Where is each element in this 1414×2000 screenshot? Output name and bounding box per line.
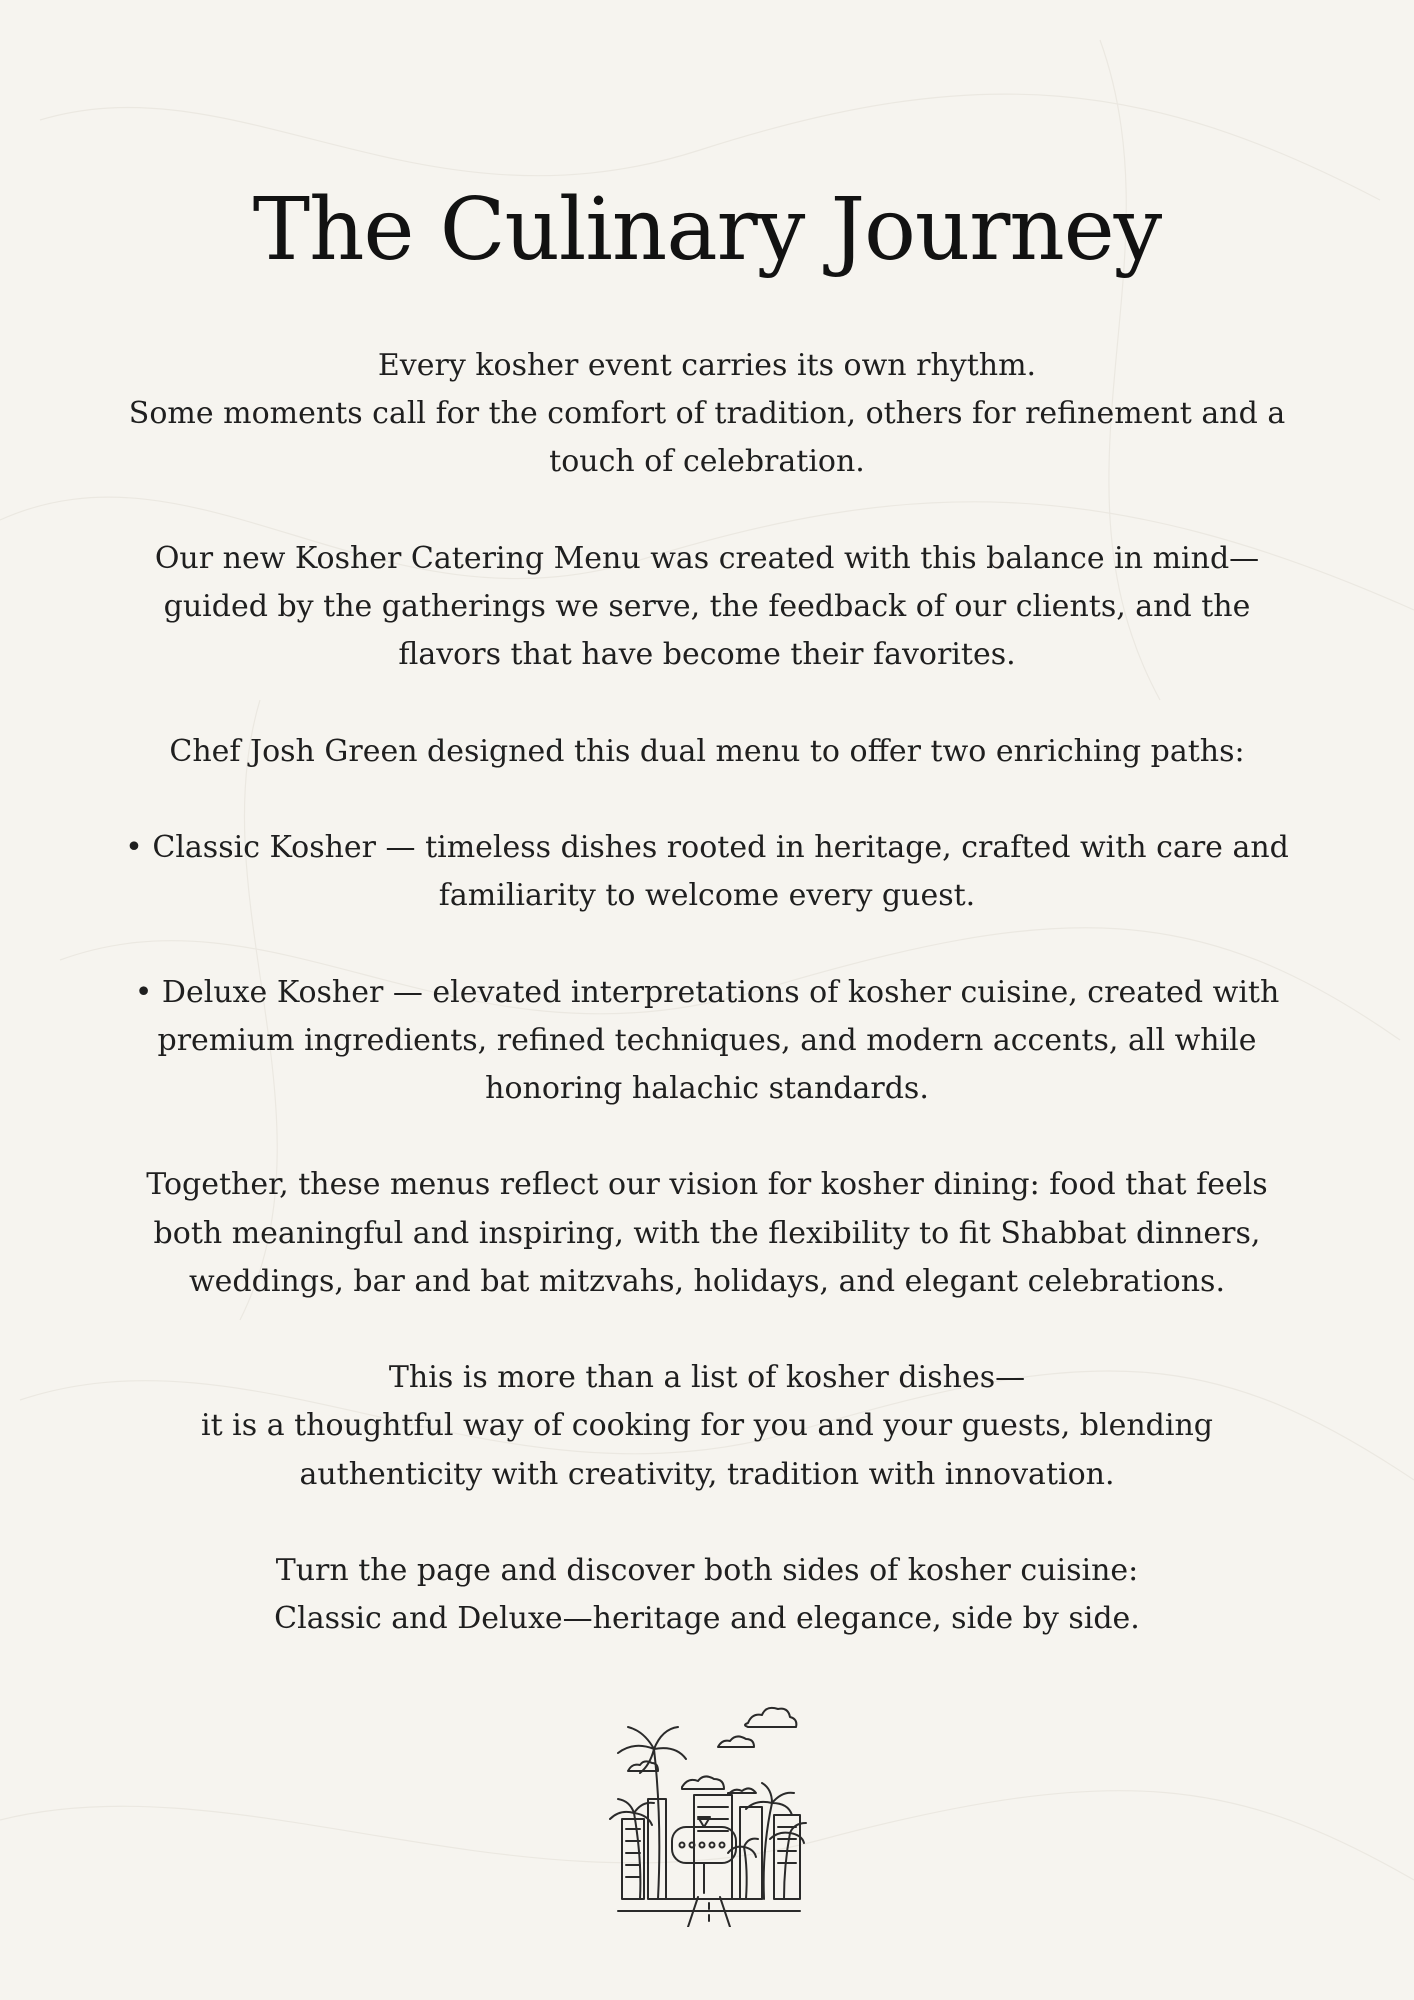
- paragraph-line: Some moments call for the comfort of tradition, others for refinement and a touch of celebration.: [128, 396, 1286, 480]
- paragraph-line: Together, these menus reflect our vision for kosher dining: food that feels both meaningful and inspiring, with the flexibility to fit Shabbat dinners, weddings, bar and bat mitzvahs, holidays, and elegant celebrations.: [146, 1167, 1268, 1299]
- paragraph-line: Chef Josh Green designed this dual menu to offer two enriching paths:: [169, 733, 1245, 769]
- chef-paragraph: [115, 728, 1299, 776]
- paragraph-line: Classic and Deluxe—heritage and elegance, side by side.: [274, 1601, 1140, 1637]
- intro-body: [115, 342, 1299, 1692]
- vision-paragraph: [115, 1161, 1299, 1306]
- paragraph-line: Every kosher event carries its own rhythm.: [377, 348, 1037, 383]
- paragraph-line: it is a thoughtful way of cooking for you and your guests, blending authenticity with creativity, tradition with innovation.: [200, 1408, 1213, 1492]
- deluxe-kosher-item: [115, 969, 1299, 1114]
- page-title: The Culinary Journey: [252, 180, 1162, 280]
- intro-paragraph: [115, 342, 1299, 487]
- paragraph-line: Our new Kosher Catering Menu was created with this balance in mind—guided by the gatherings we serve, the feedback of our clients, and the flavors that have become their favorites.: [154, 540, 1260, 673]
- las-vegas-skyline-icon: [598, 1695, 820, 1927]
- paragraph-line: • Deluxe Kosher — elevated interpretations of kosher cuisine, created with premium ingredients, refined techniques, and modern accents, all while honoring halachic standards.: [134, 974, 1280, 1106]
- paragraph-line: Turn the page and discover both sides of kosher cuisine:: [275, 1552, 1139, 1588]
- more-than-list-paragraph: [115, 1354, 1299, 1499]
- paragraph-line: • Classic Kosher — timeless dishes rooted in heritage, crafted with care and familiarity to welcome every guest.: [125, 829, 1289, 914]
- closing-paragraph: [115, 1547, 1299, 1643]
- paragraph-line: This is more than a list of kosher dishes—: [388, 1360, 1026, 1396]
- menu-balance-paragraph: [115, 535, 1299, 680]
- classic-kosher-item: [115, 824, 1299, 920]
